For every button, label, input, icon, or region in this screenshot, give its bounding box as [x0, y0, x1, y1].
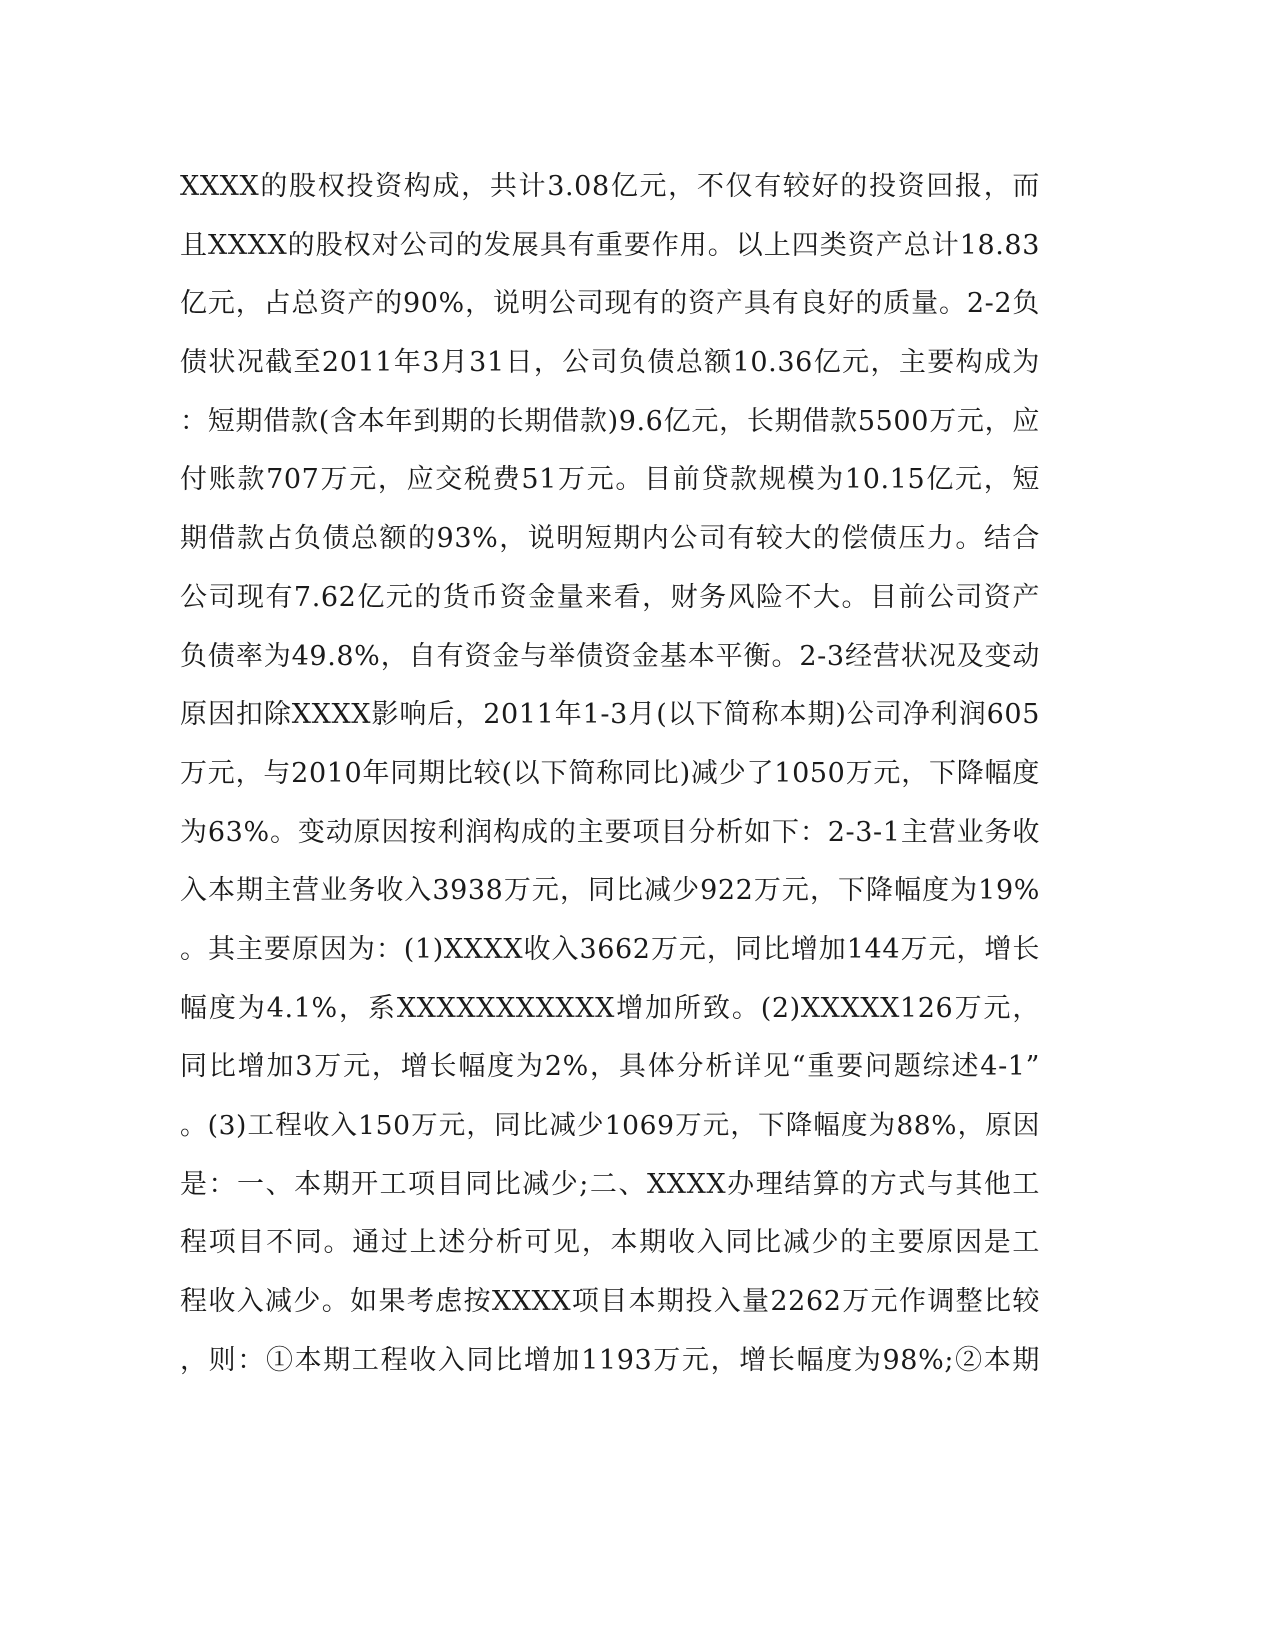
- text-line: 入本期主营业务收入3938万元，同比减少922万元，下降幅度为19%: [180, 875, 1040, 907]
- text-line: 。其主要原因为：(1)XXXX收入3662万元，同比增加144万元，增长: [180, 933, 1040, 965]
- text-line: 程收入减少。如果考虑按XXXX项目本期投入量2262万元作调整比较: [180, 1286, 1040, 1318]
- text-line: 原因扣除XXXX影响后，2011年1-3月(以下简称本期)公司净利润605: [180, 699, 1040, 731]
- text-line: 为63%。变动原因按利润构成的主要项目分析如下：2-3-1主营业务收: [180, 816, 1040, 848]
- text-line: 且XXXX的股权对公司的发展具有重要作用。以上四类资产总计18.83: [180, 229, 1040, 261]
- text-line: 是：一、本期开工项目同比减少;二、XXXX办理结算的方式与其他工: [180, 1168, 1040, 1200]
- text-line: 程项目不同。通过上述分析可见，本期收入同比减少的主要原因是工: [180, 1227, 1040, 1259]
- text-line: ：短期借款(含本年到期的长期借款)9.6亿元，长期借款5500万元，应: [180, 405, 1040, 437]
- text-line: 付账款707万元，应交税费51万元。目前贷款规模为10.15亿元，短: [180, 464, 1040, 496]
- text-line: 亿元，占总资产的90%，说明公司现有的资产具有良好的质量。2-2负: [180, 288, 1040, 320]
- text-line: 同比增加3万元，增长幅度为2%，具体分析详见“重要问题综述4-1”: [180, 1051, 1040, 1083]
- text-line: 期借款占负债总额的93%，说明短期内公司有较大的偿债压力。结合: [180, 523, 1040, 555]
- text-line: 负债率为49.8%，自有资金与举债资金基本平衡。2-3经营状况及变动: [180, 640, 1040, 672]
- text-line: 公司现有7.62亿元的货币资金量来看，财务风险不大。目前公司资产: [180, 581, 1040, 613]
- text-line: 幅度为4.1%，系XXXXXXXXXXX增加所致。(2)XXXXX126万元，: [180, 992, 1040, 1024]
- text-line: ，则：①本期工程收入同比增加1193万元，增长幅度为98%;②本期: [180, 1344, 1040, 1376]
- text-line: XXXX的股权投资构成，共计3.08亿元，不仅有较好的投资回报，而: [180, 171, 1040, 202]
- body-text: [180, 158, 1040, 1390]
- text-line: 。(3)工程收入150万元，同比减少1069万元，下降幅度为88%，原因: [180, 1110, 1040, 1141]
- text-line: 债状况截至2011年3月31日，公司负债总额10.36亿元，主要构成为: [180, 347, 1040, 379]
- text-line: 万元，与2010年同期比较(以下简称同比)减少了1050万元，下降幅度: [180, 757, 1040, 789]
